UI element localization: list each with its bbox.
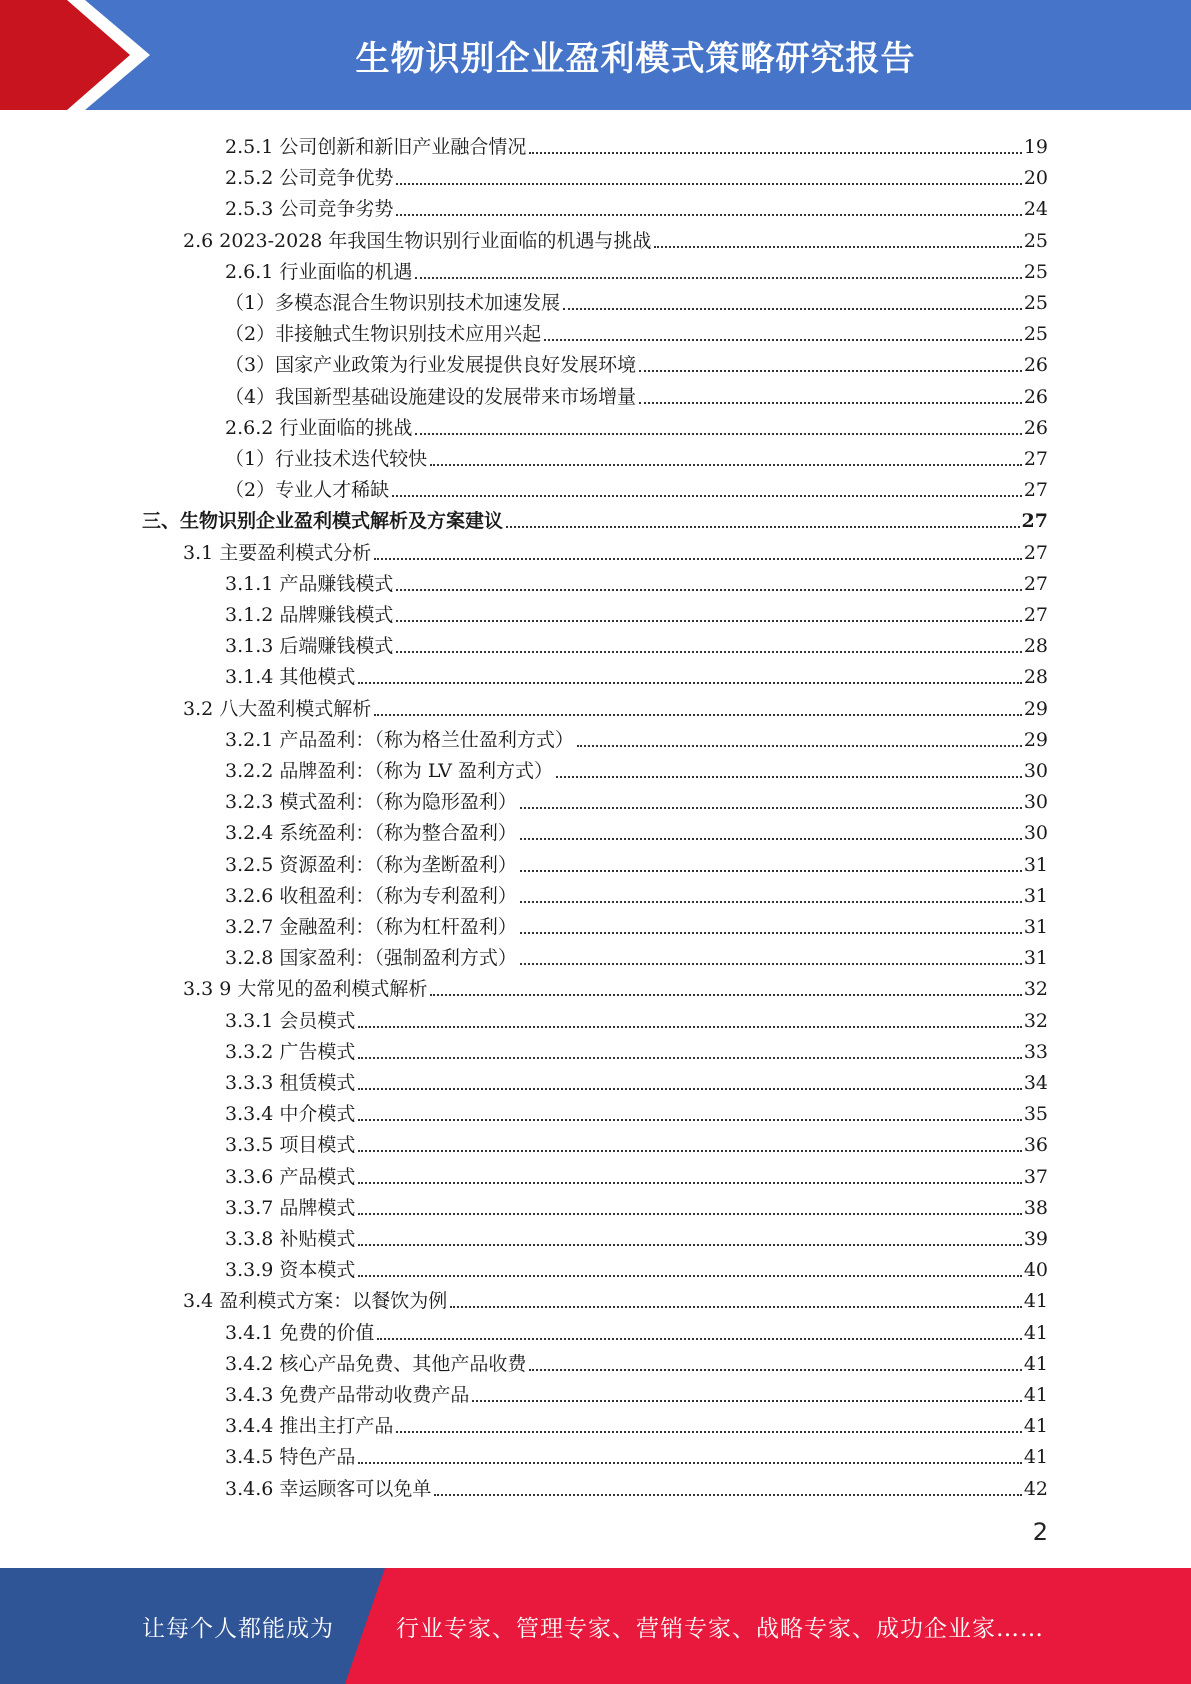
toc-entry[interactable] bbox=[225, 128, 1048, 159]
toc-entry-page: 32 bbox=[1023, 1009, 1048, 1032]
toc-entry-page: 29 bbox=[1023, 697, 1048, 720]
toc-entry-label: 3.2 八大盈利模式解析 bbox=[183, 697, 372, 720]
toc-entry-page: 25 bbox=[1023, 260, 1048, 283]
toc-dot-leader bbox=[358, 1088, 1021, 1090]
toc-dot-leader bbox=[529, 1369, 1021, 1371]
toc-entry-page: 25 bbox=[1023, 229, 1048, 252]
toc-entry-label: 3.3.6 产品模式 bbox=[225, 1165, 356, 1188]
toc-entry[interactable] bbox=[225, 1314, 1048, 1345]
toc-dot-leader bbox=[358, 1244, 1021, 1246]
toc-entry-label: 3.2.8 国家盈利：（强制盈利方式） bbox=[225, 947, 517, 970]
toc-entry-label: 3.3.2 广告模式 bbox=[225, 1040, 356, 1063]
toc-entry-label: 3.4.1 免费的价值 bbox=[225, 1321, 375, 1344]
toc-entry-label: 3.1.1 产品赚钱模式 bbox=[225, 572, 394, 595]
toc-entry-page: 36 bbox=[1023, 1134, 1048, 1157]
toc-entry[interactable] bbox=[225, 627, 1048, 658]
toc-dot-leader bbox=[520, 932, 1022, 934]
toc-entry-page: 41 bbox=[1023, 1321, 1048, 1344]
toc-entry-page: 31 bbox=[1023, 916, 1048, 938]
toc-entry[interactable] bbox=[225, 159, 1048, 190]
toc-entry-label: 2.6.1 行业面临的机遇 bbox=[225, 260, 413, 283]
toc-dot-leader bbox=[430, 994, 1021, 996]
toc-entry-label: 3.4.5 特色产品 bbox=[225, 1446, 356, 1469]
toc-dot-leader bbox=[639, 402, 1022, 404]
toc-dot-leader bbox=[563, 308, 1022, 310]
toc-entry-page: 28 bbox=[1023, 666, 1048, 689]
toc-entry-label: 3.2.7 金融盈利：（称为杠杆盈利） bbox=[225, 916, 517, 938]
toc-entry-page: 31 bbox=[1023, 884, 1048, 907]
toc-entry[interactable] bbox=[225, 1189, 1048, 1220]
page-header bbox=[0, 0, 1191, 110]
toc-entry-label: 3.3.9 资本模式 bbox=[225, 1259, 356, 1282]
toc-entry-page: 30 bbox=[1023, 760, 1048, 782]
toc-entry[interactable] bbox=[183, 690, 1048, 721]
toc-dot-leader bbox=[415, 433, 1021, 435]
toc-entry[interactable] bbox=[183, 970, 1048, 1001]
toc-entry-label: 3.4.6 幸运顾客可以免单 bbox=[225, 1477, 432, 1500]
toc-entry-page: 25 bbox=[1023, 323, 1048, 346]
toc-dot-leader bbox=[520, 838, 1022, 840]
toc-entry-label: 3.2.3 模式盈利：（称为隐形盈利） bbox=[225, 791, 517, 814]
toc-dot-leader bbox=[396, 183, 1021, 185]
toc-entry-page: 33 bbox=[1023, 1040, 1048, 1063]
toc-entry-label: 3.1.3 后端赚钱模式 bbox=[225, 635, 394, 658]
toc-entry-label: 3.1.2 品牌赚钱模式 bbox=[225, 604, 394, 626]
toc-entry-page: 27 bbox=[1023, 448, 1048, 470]
toc-entry[interactable] bbox=[183, 1282, 1048, 1313]
toc-entry[interactable] bbox=[225, 721, 1048, 752]
toc-entry-label: 3.3.1 会员模式 bbox=[225, 1009, 356, 1032]
toc-entry[interactable] bbox=[225, 284, 1048, 315]
toc-entry-page: 20 bbox=[1023, 167, 1048, 190]
footer-slogan-right: 行业专家、管理专家、营销专家、战略专家、成功企业家…… bbox=[396, 1615, 1044, 1642]
toc-dot-leader bbox=[377, 1338, 1021, 1340]
toc-dot-leader bbox=[374, 714, 1022, 716]
toc-entry[interactable] bbox=[225, 409, 1048, 440]
toc-entry[interactable] bbox=[142, 502, 1048, 533]
toc-entry-label: 3.4.4 推出主打产品 bbox=[225, 1415, 394, 1438]
toc-dot-leader bbox=[639, 370, 1022, 372]
toc-entry-page: 41 bbox=[1023, 1290, 1048, 1313]
toc-entry-page: 27 bbox=[1023, 541, 1048, 564]
toc-dot-leader bbox=[392, 495, 1022, 497]
toc-entry[interactable] bbox=[225, 658, 1048, 689]
toc-entry[interactable] bbox=[225, 1438, 1048, 1469]
chevron-arrow-icon bbox=[0, 0, 160, 110]
toc-entry[interactable] bbox=[225, 253, 1048, 284]
toc-entry-page: 27 bbox=[1023, 604, 1048, 626]
toc-dot-leader bbox=[358, 1213, 1021, 1215]
toc-entry-label: 3.4 盈利模式方案：以餐饮为例 bbox=[183, 1290, 448, 1313]
toc-entry-page: 19 bbox=[1023, 136, 1048, 158]
toc-entry-label: 2.6.2 行业面临的挑战 bbox=[225, 416, 413, 439]
toc-dot-leader bbox=[434, 1494, 1021, 1496]
footer-slogan-left: 让每个人都能成为 bbox=[142, 1615, 334, 1642]
toc-entry[interactable] bbox=[225, 877, 1048, 908]
toc-entry-label: 3.2.6 收租盈利：（称为专利盈利） bbox=[225, 884, 517, 907]
toc-entry[interactable] bbox=[225, 908, 1048, 939]
toc-entry-label: 3.3.5 项目模式 bbox=[225, 1134, 356, 1157]
toc-dot-leader bbox=[396, 589, 1021, 591]
toc-entry[interactable] bbox=[225, 1251, 1048, 1282]
toc-dot-leader bbox=[430, 464, 1022, 466]
toc-entry-page: 30 bbox=[1023, 791, 1048, 814]
toc-dot-leader bbox=[654, 246, 1021, 248]
toc-dot-leader bbox=[358, 1119, 1021, 1121]
toc-entry-label: （2）专业人才稀缺 bbox=[225, 479, 390, 502]
toc-entry[interactable] bbox=[225, 1095, 1048, 1126]
toc-entry[interactable] bbox=[183, 222, 1048, 253]
toc-entry-page: 41 bbox=[1023, 1384, 1048, 1406]
toc-dot-leader bbox=[544, 339, 1022, 341]
toc-entry-label: 2.6 2023-2028 年我国生物识别行业面临的机遇与挑战 bbox=[183, 229, 652, 252]
toc-entry[interactable] bbox=[225, 1470, 1048, 1501]
toc-entry[interactable] bbox=[225, 346, 1048, 377]
toc-entry-label: 3.1 主要盈利模式分析 bbox=[183, 541, 372, 564]
toc-entry-page: 39 bbox=[1023, 1228, 1048, 1250]
toc-entry-page: 25 bbox=[1023, 292, 1048, 314]
toc-entry[interactable] bbox=[225, 1158, 1048, 1189]
toc-entry-label: 2.5.2 公司竞争优势 bbox=[225, 167, 394, 190]
toc-dot-leader bbox=[396, 620, 1021, 622]
toc-entry-page: 30 bbox=[1023, 822, 1048, 845]
toc-dot-leader bbox=[396, 214, 1021, 216]
toc-entry-label: 3.2.2 品牌盈利：（称为 LV 盈利方式） bbox=[225, 760, 554, 782]
toc-entry-page: 41 bbox=[1023, 1415, 1048, 1438]
toc-entry-label: 3.2.4 系统盈利：（称为整合盈利） bbox=[225, 822, 517, 845]
toc-dot-leader bbox=[358, 1150, 1021, 1152]
toc-entry-label: （2）非接触式生物识别技术应用兴起 bbox=[225, 323, 542, 346]
toc-entry-page: 32 bbox=[1023, 978, 1048, 1001]
toc-entry-label: 3.4.3 免费产品带动收费产品 bbox=[225, 1384, 470, 1406]
toc-dot-leader bbox=[520, 807, 1022, 809]
toc-entry-label: （4）我国新型基础设施建设的发展带来市场增量 bbox=[225, 385, 637, 408]
toc-entry[interactable] bbox=[225, 1220, 1048, 1251]
toc-dot-leader bbox=[520, 870, 1022, 872]
toc-entry-label: （1）行业技术迭代较快 bbox=[225, 448, 428, 470]
toc-entry[interactable] bbox=[225, 752, 1048, 783]
toc-entry[interactable] bbox=[225, 1002, 1048, 1033]
toc-entry-page: 37 bbox=[1023, 1165, 1048, 1188]
toc-entry[interactable] bbox=[225, 596, 1048, 627]
toc-entry-page: 40 bbox=[1023, 1259, 1048, 1282]
toc-entry[interactable] bbox=[225, 814, 1048, 845]
toc-dot-leader bbox=[506, 526, 1020, 528]
toc-entry[interactable] bbox=[225, 565, 1048, 596]
toc-entry-label: 3.3.8 补贴模式 bbox=[225, 1228, 356, 1250]
toc-entry-page: 29 bbox=[1023, 728, 1048, 751]
toc-dot-leader bbox=[358, 682, 1021, 684]
toc-entry[interactable] bbox=[225, 783, 1048, 814]
toc-entry[interactable] bbox=[225, 471, 1048, 502]
toc-dot-leader bbox=[358, 1026, 1021, 1028]
toc-entry-label: 3.3.4 中介模式 bbox=[225, 1103, 356, 1126]
toc-entry[interactable] bbox=[225, 190, 1048, 221]
toc-entry[interactable] bbox=[225, 1126, 1048, 1157]
toc-dot-leader bbox=[520, 901, 1022, 903]
toc-entry-label: （3）国家产业政策为行业发展提供良好发展环境 bbox=[225, 354, 637, 377]
toc-dot-leader bbox=[556, 776, 1022, 778]
toc-dot-leader bbox=[415, 277, 1021, 279]
toc-entry-label: 3.2.1 产品盈利：（称为格兰仕盈利方式） bbox=[225, 728, 574, 751]
toc-entry-label: 3.1.4 其他模式 bbox=[225, 666, 356, 689]
toc-dot-leader bbox=[396, 1431, 1021, 1433]
toc-dot-leader bbox=[450, 1306, 1022, 1308]
toc-entry-page: 35 bbox=[1023, 1103, 1048, 1126]
toc-entry-page: 28 bbox=[1023, 635, 1048, 658]
toc-entry-label: 2.5.1 公司创新和新旧产业融合情况 bbox=[225, 136, 527, 158]
toc-entry-label: 三、生物识别企业盈利模式解析及方案建议 bbox=[142, 510, 504, 533]
toc-entry[interactable] bbox=[225, 1345, 1048, 1376]
toc-entry[interactable] bbox=[225, 1064, 1048, 1095]
toc-entry-label: 3.3.3 租赁模式 bbox=[225, 1072, 356, 1094]
toc-dot-leader bbox=[358, 1462, 1021, 1464]
toc-entry-page: 26 bbox=[1023, 416, 1048, 439]
toc-entry-label: 3.2.5 资源盈利：（称为垄断盈利） bbox=[225, 853, 517, 876]
toc-dot-leader bbox=[472, 1400, 1021, 1402]
toc-entry-page: 42 bbox=[1023, 1477, 1048, 1500]
toc-entry[interactable] bbox=[225, 1407, 1048, 1438]
toc-entry-label: 3.3 9 大常见的盈利模式解析 bbox=[183, 978, 428, 1001]
toc-entry-page: 27 bbox=[1023, 572, 1048, 595]
toc-entry-page: 27 bbox=[1021, 510, 1048, 533]
page-number: 2 bbox=[1032, 1518, 1048, 1546]
toc-entry-page: 24 bbox=[1023, 198, 1048, 221]
toc-entry-page: 26 bbox=[1023, 385, 1048, 408]
toc-dot-leader bbox=[529, 152, 1021, 154]
toc-entry-label: 3.4.2 核心产品免费、其他产品收费 bbox=[225, 1352, 527, 1375]
toc-dot-leader bbox=[358, 1057, 1021, 1059]
toc-dot-leader bbox=[358, 1275, 1021, 1277]
toc-entry-page: 34 bbox=[1023, 1072, 1048, 1094]
toc-entry[interactable] bbox=[225, 846, 1048, 877]
toc-dot-leader bbox=[358, 1182, 1021, 1184]
report-title: 生物识别企业盈利模式策略研究报告 bbox=[355, 38, 916, 79]
toc-entry-page: 41 bbox=[1023, 1446, 1048, 1469]
toc-entry-page: 31 bbox=[1023, 853, 1048, 876]
toc-entry-page: 41 bbox=[1023, 1352, 1048, 1375]
toc-entry-page: 27 bbox=[1023, 479, 1048, 502]
toc-entry-label: （1）多模态混合生物识别技术加速发展 bbox=[225, 292, 561, 314]
toc-dot-leader bbox=[396, 651, 1021, 653]
toc-dot-leader bbox=[577, 745, 1022, 747]
toc-entry-page: 31 bbox=[1023, 947, 1048, 970]
toc-entry[interactable] bbox=[225, 378, 1048, 409]
toc-entry[interactable] bbox=[225, 1376, 1048, 1407]
toc-entry[interactable] bbox=[225, 440, 1048, 471]
toc-entry[interactable] bbox=[225, 1033, 1048, 1064]
toc-entry-label: 3.3.7 品牌模式 bbox=[225, 1196, 356, 1219]
toc-entry[interactable] bbox=[225, 939, 1048, 970]
toc-dot-leader bbox=[520, 963, 1022, 965]
toc-entry-page: 26 bbox=[1023, 354, 1048, 377]
toc-entry-label: 2.5.3 公司竞争劣势 bbox=[225, 198, 394, 221]
toc-entry[interactable] bbox=[225, 315, 1048, 346]
toc-entry[interactable] bbox=[183, 534, 1048, 565]
toc-dot-leader bbox=[374, 558, 1022, 560]
toc-entry-page: 38 bbox=[1023, 1196, 1048, 1219]
page-footer bbox=[0, 1568, 1191, 1684]
